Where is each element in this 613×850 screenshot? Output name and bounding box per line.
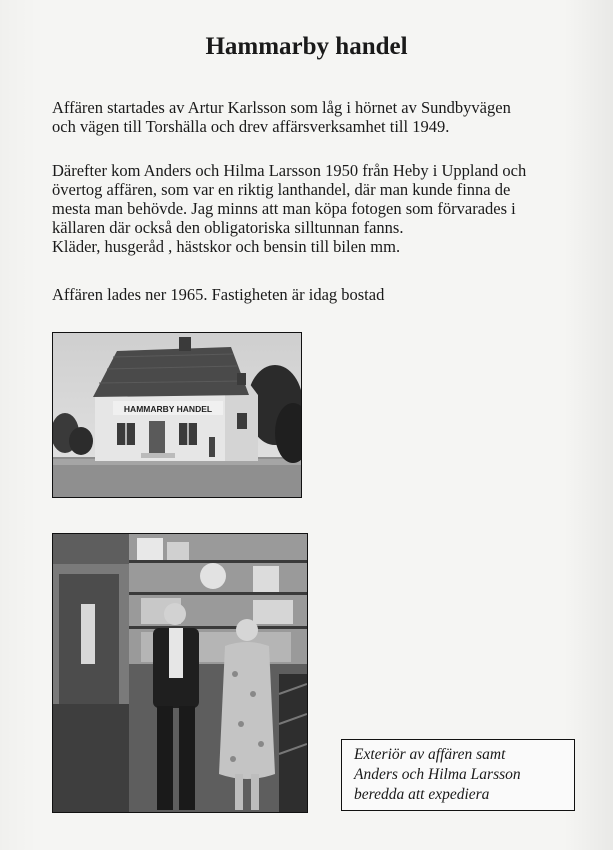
paragraph-line: Affären startades av Artur Karlsson som låg i hörnet av Sundbyvägen: [52, 98, 511, 117]
shop-sign-text: HAMMARBY HANDEL: [123, 404, 213, 414]
paragraph-line: Affären lades ner 1965. Fastigheten är idag bostad: [52, 285, 385, 304]
paragraph-line: Därefter kom Anders och Hilma Larsson 1950 från Heby i Uppland och: [52, 161, 527, 180]
exterior-photo: [52, 332, 302, 498]
paragraph-line: källaren där också den obligatoriska silltunnan fanns.: [52, 218, 404, 237]
paragraph-line: mesta man behövde. Jag minns att man köpa fotogen som förvarades i: [52, 199, 516, 218]
paragraph-1: [52, 98, 592, 136]
page-title: Hammarby handel: [205, 33, 408, 60]
paragraph-line: övertog affären, som var en riktig lanthandel, där man kunde finna de: [52, 180, 511, 199]
interior-photo: [52, 533, 308, 813]
caption-line: beredda att expediera: [354, 786, 490, 803]
caption-line: Exteriör av affären samt: [354, 746, 506, 763]
caption-line: Anders och Hilma Larsson: [354, 766, 521, 783]
paragraph-line: Kläder, husgeråd , hästskor och bensin till bilen mm.: [52, 237, 401, 256]
interior-photo-image: [53, 534, 307, 812]
paragraph-line: och vägen till Torshälla och drev affärsverksamhet till 1949.: [52, 117, 450, 136]
exterior-photo-image: [53, 333, 301, 497]
paragraph-2: [52, 161, 592, 256]
paragraph-3: [52, 285, 592, 304]
photo-caption: [341, 739, 575, 811]
